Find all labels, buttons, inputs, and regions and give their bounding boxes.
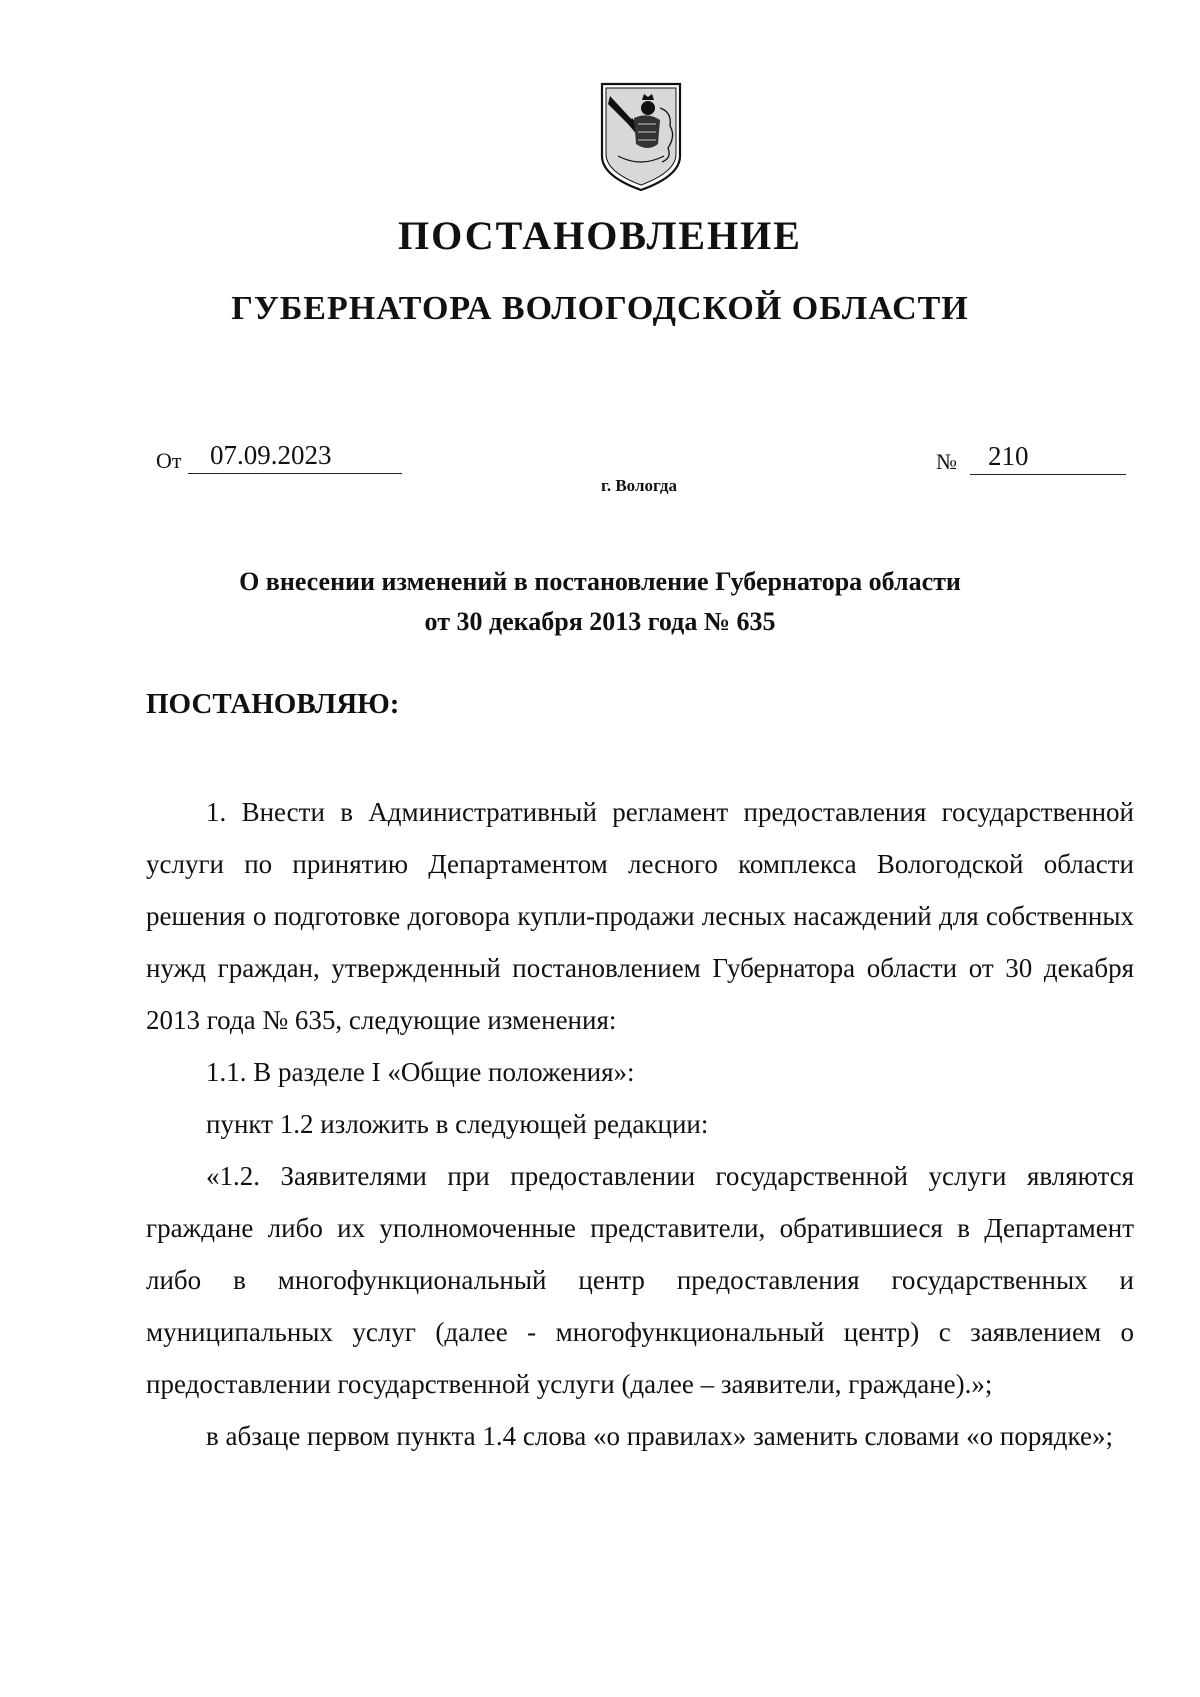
subject-line: О внесении изменений в постановление Губернатора области (239, 567, 961, 596)
body-paragraph: в абзаце первом пункта 1.4 слова «о правилах» заменить словами «о порядке»; (206, 1421, 1113, 1451)
issuing-authority: ГУБЕРНАТОРА ВОЛОГОДСКОЙ ОБЛАСТИ (231, 290, 969, 327)
coat-of-arms-emblem (598, 78, 684, 196)
body-paragraph: 1.1. В разделе I «Общие положения»: (206, 1057, 635, 1087)
city: г. Вологда (601, 476, 677, 495)
document-number: 210 (970, 441, 1126, 475)
subject-line: от 30 декабря 2013 года № 635 (424, 607, 776, 636)
document-title: ПОСТАНОВЛЕНИЕ (398, 213, 802, 258)
body-paragraph: 1. Внести в Административный регламент предоставления государственной услуги по принятию Департаментом лесного комплекса Вологодской области решения о подготовке договора купли-продажи лесных насаждений для собственных нужд граждан, утвержденный постановлением Губернатора области от 30 декабря 2013 года № 635, следующие изменения: (146, 797, 1134, 1035)
number-label: № (936, 449, 957, 474)
document-date: 07.09.2023 (188, 440, 402, 474)
decree-heading: ПОСТАНОВЛЯЮ: (146, 688, 400, 720)
document-subject (100, 562, 1100, 642)
body-paragraph: пункт 1.2 изложить в следующей редакции: (206, 1109, 709, 1139)
date-label: От (156, 448, 182, 473)
body-paragraph: «1.2. Заявителями при предоставлении государственной услуги являются граждане либо их уполномоченные представители, обратившиеся в Департамент либо в многофункциональный центр предоставления государственных и муниципальных услуг (далее - многофункциональный центр) с заявлением о предоставлении государственной услуги (далее – заявители, граждане).»; (146, 1161, 1134, 1399)
document-body (146, 786, 1134, 1462)
